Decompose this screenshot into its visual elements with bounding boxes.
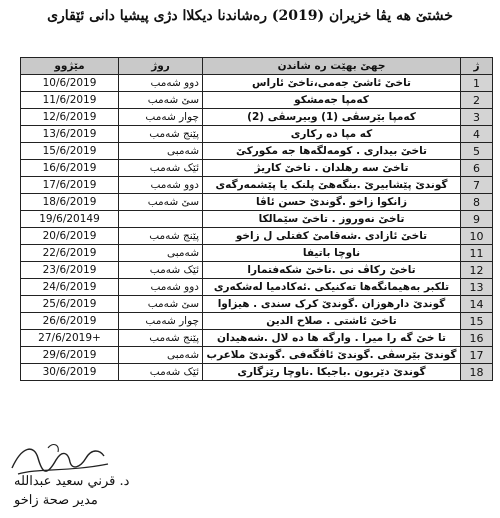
table-row: [21, 194, 493, 211]
schedule-table: [20, 57, 493, 381]
signatory-name: د. قرني سعيد عبدالله: [14, 474, 130, 489]
row-date: 25/6/2019: [21, 296, 119, 313]
row-date: 27/6/2019+: [21, 330, 119, 347]
header-number: ژ: [461, 58, 493, 75]
header-day: روژ: [119, 58, 203, 75]
row-number: 12: [461, 262, 493, 279]
row-number: 14: [461, 296, 493, 313]
table-row: [21, 160, 493, 177]
row-day: دوو شەمب: [119, 75, 203, 92]
row-number: 7: [461, 177, 493, 194]
row-date: 12/6/2019: [21, 109, 119, 126]
row-day: دوو شەمب: [119, 279, 203, 296]
page-title: خشتێ هه یڤا خزیران (2019) رەشاندنا دیکلاا دژی پیشیا دانی ئێقاری: [47, 8, 453, 24]
row-date: 20/6/2019: [21, 228, 119, 245]
row-location: زانکوا زاخو .گوندێ حسن ئاڤا: [203, 194, 461, 211]
row-number: 6: [461, 160, 493, 177]
row-day: چوار شەمب: [119, 109, 203, 126]
row-location: گوندێ پێشابیرێ .بنگەهێ پلنک یا پێشمەرگەی: [203, 177, 461, 194]
row-number: 15: [461, 313, 493, 330]
row-date: 10/6/2019: [21, 75, 119, 92]
row-location: تاخێ ئاشتی . صلاح الدین: [203, 313, 461, 330]
table-row: [21, 211, 493, 228]
row-date: 19/6/20149: [21, 211, 119, 228]
row-day: شەمبی: [119, 347, 203, 364]
row-date: 24/6/2019: [21, 279, 119, 296]
row-date: 30/6/2019: [21, 364, 119, 381]
row-number: 1: [461, 75, 493, 92]
row-location: تاخێ رکاڤ نی .تاخێ شکەفتمارا: [203, 262, 461, 279]
table-row: [21, 126, 493, 143]
row-day: ئێک شەمب: [119, 262, 203, 279]
row-day: چوار شەمب: [119, 313, 203, 330]
table-row: [21, 296, 493, 313]
row-location: گوندێ دێربون .باجیکا .ناوچا رێزگاری: [203, 364, 461, 381]
row-location: تاخێ ئازادی .شەقامێ کفتلی ل زاخو: [203, 228, 461, 245]
row-number: 9: [461, 211, 493, 228]
row-location: گوندێ بێرسڤی .گوندێ ئاڤگەفی .گوندێ ملاعرب: [203, 347, 461, 364]
row-number: 8: [461, 194, 493, 211]
row-location: تاخێ سە رهلدان . تاخێ کاریژ: [203, 160, 461, 177]
row-location: گوندێ دارهوزان .گوندێ کرک سندی . هیزاوا: [203, 296, 461, 313]
row-day: دوو شەمب: [119, 177, 203, 194]
row-day: ئێک شەمب: [119, 364, 203, 381]
row-number: 13: [461, 279, 493, 296]
table-row: [21, 143, 493, 160]
row-day: سێ شەمب: [119, 194, 203, 211]
table-row: [21, 177, 493, 194]
row-number: 4: [461, 126, 493, 143]
row-date: 17/6/2019: [21, 177, 119, 194]
row-location: تاخێ نەوروز . تاخێ سێمالکا: [203, 211, 461, 228]
table-row: [21, 92, 493, 109]
row-number: 18: [461, 364, 493, 381]
row-date: 23/6/2019: [21, 262, 119, 279]
signatory-role: مدير صحة زاخو: [14, 493, 98, 508]
row-day: ئێک شەمب: [119, 160, 203, 177]
row-day: پێنج شەمب: [119, 330, 203, 347]
row-location: کەمپا جەمشکو: [203, 92, 461, 109]
row-number: 16: [461, 330, 493, 347]
row-day: پێنج شەمب: [119, 126, 203, 143]
row-day: [119, 211, 203, 228]
row-location: تاخێ ئاشێ جەمی،تاخێ ئاراس: [203, 75, 461, 92]
row-date: 11/6/2019: [21, 92, 119, 109]
row-date: 16/6/2019: [21, 160, 119, 177]
row-number: 5: [461, 143, 493, 160]
table-row: [21, 228, 493, 245]
row-number: 2: [461, 92, 493, 109]
row-day: شەمبی: [119, 143, 203, 160]
table-row: [21, 279, 493, 296]
row-date: 22/6/2019: [21, 245, 119, 262]
table-row: [21, 313, 493, 330]
row-day: پێنج شەمب: [119, 228, 203, 245]
row-date: 29/6/2019: [21, 347, 119, 364]
row-location: کە مپا دە رکاری: [203, 126, 461, 143]
row-number: 17: [461, 347, 493, 364]
row-day: شەمبی: [119, 245, 203, 262]
row-location: تلکبر بەهیمانگەها تەکنیکی .ئەکادمیا لەشکەری: [203, 279, 461, 296]
table-row: [21, 75, 493, 92]
header-date: مێژوو: [21, 58, 119, 75]
table-row: [21, 262, 493, 279]
row-date: 13/6/2019: [21, 126, 119, 143]
row-location: کەمپا بێرسڤی (1) وبیرسڤی (2): [203, 109, 461, 126]
row-date: 18/6/2019: [21, 194, 119, 211]
table-row: [21, 330, 493, 347]
row-number: 10: [461, 228, 493, 245]
row-location: ناوچا باتیفا: [203, 245, 461, 262]
table-row: [21, 347, 493, 364]
row-location: تاخێ بیداری . کومەلگەها جە مکورکێ: [203, 143, 461, 160]
row-day: سێ شەمب: [119, 92, 203, 109]
row-location: تا خێ گە را میرا . وارگە ها دە لال .شەهیدان: [203, 330, 461, 347]
row-date: 26/6/2019: [21, 313, 119, 330]
table-row: [21, 364, 493, 381]
table-row: [21, 109, 493, 126]
table-row: [21, 245, 493, 262]
row-number: 11: [461, 245, 493, 262]
row-day: سێ شەمب: [119, 296, 203, 313]
header-location: جهێ بهێت رە شاندن: [203, 58, 461, 75]
row-number: 3: [461, 109, 493, 126]
table-header-row: [21, 58, 493, 75]
row-date: 15/6/2019: [21, 143, 119, 160]
